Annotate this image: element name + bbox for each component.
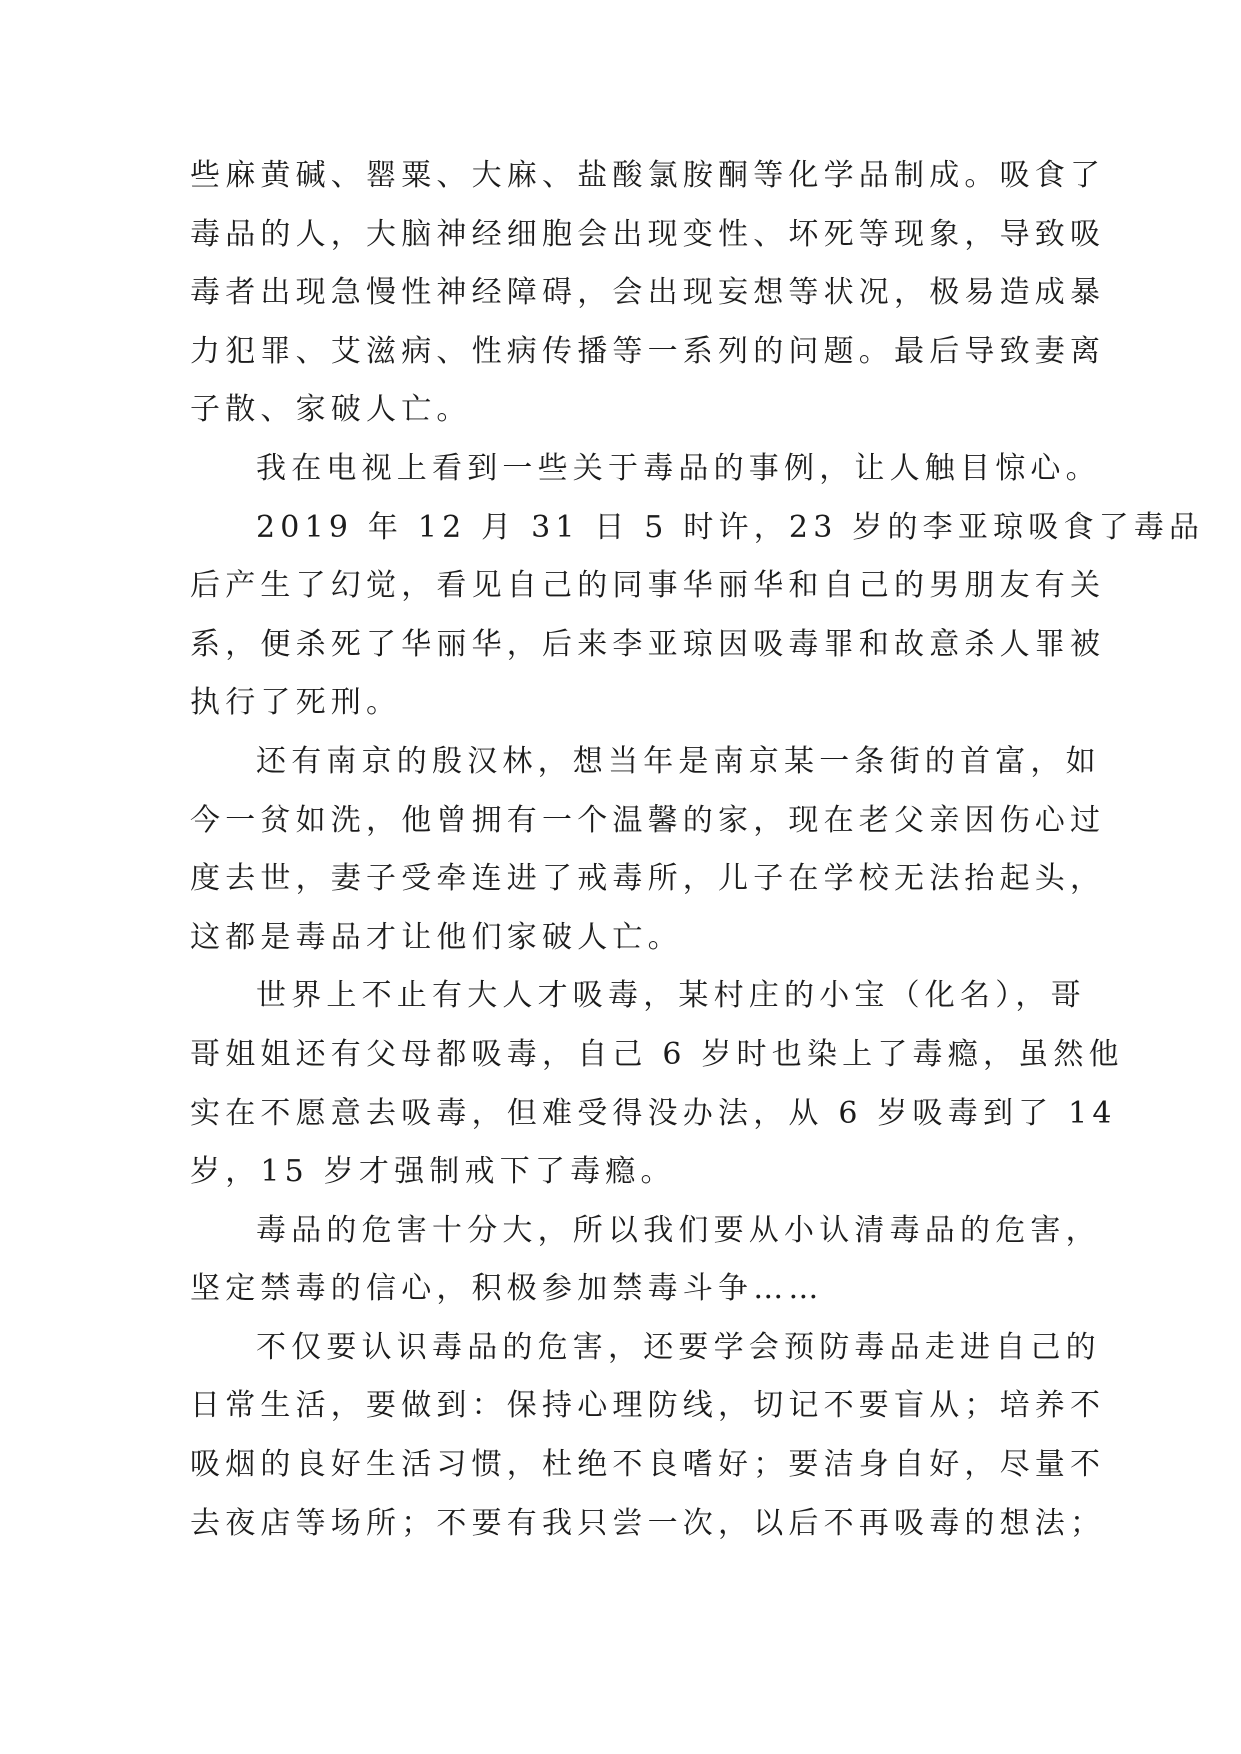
- text-line: 后产生了幻觉，看见自己的同事华丽华和自己的男朋友有关: [190, 568, 1106, 604]
- paragraph-first-line: 我在电视上看到一些关于毒品的事例，让人触目惊心。: [256, 450, 1101, 486]
- paragraph-first-line: 不仅要认识毒品的危害，还要学会预防毒品走进自己的: [256, 1329, 1101, 1365]
- text-line: 毒品的人，大脑神经细胞会出现变性、坏死等现象，导致吸: [190, 216, 1106, 252]
- text-line: 力犯罪、艾滋病、性病传播等一系列的问题。最后导致妻离: [190, 333, 1106, 369]
- text-line: 日常生活，要做到：保持心理防线，切记不要盲从；培养不: [190, 1388, 1106, 1424]
- paragraph-first-line: 2019 年 12 月 31 日 5 时许，23 岁的李亚琼吸食了毒品: [256, 509, 1205, 545]
- paragraph-first-line: 世界上不止有大人才吸毒，某村庄的小宝（化名），哥: [256, 978, 1086, 1014]
- text-line: 哥姐姐还有父母都吸毒，自己 6 岁时也染上了毒瘾，虽然他: [190, 1036, 1124, 1072]
- text-line: 系，便杀死了华丽华，后来李亚琼因吸毒罪和故意杀人罪被: [190, 626, 1106, 662]
- text-line: 坚定禁毒的信心，积极参加禁毒斗争……: [190, 1271, 824, 1307]
- text-line: 毒者出现急慢性神经障碍，会出现妄想等状况，极易造成暴: [190, 275, 1106, 311]
- document-body: [190, 147, 1205, 1553]
- text-line: 去夜店等场所；不要有我只尝一次，以后不再吸毒的想法；: [190, 1505, 1106, 1541]
- text-line: 吸烟的良好生活习惯，杜绝不良嗜好；要洁身自好，尽量不: [190, 1447, 1106, 1483]
- text-line: 些麻黄碱、罂粟、大麻、盐酸氯胺酮等化学品制成。吸食了: [190, 158, 1106, 193]
- text-line: 今一贫如洗，他曾拥有一个温馨的家，现在老父亲因伤心过: [190, 802, 1106, 838]
- text-line: 实在不愿意去吸毒，但难受得没办法，从 6 岁吸毒到了 14: [190, 1095, 1117, 1131]
- text-line: 度去世，妻子受牵连进了戒毒所，儿子在学校无法抬起头，: [190, 861, 1106, 897]
- text-line: 岁，15 岁才强制戒下了毒瘾。: [190, 1154, 676, 1190]
- text-line: 这都是毒品才让他们家破人亡。: [190, 919, 683, 955]
- text-line: 子散、家破人亡。: [190, 392, 472, 428]
- paragraph-first-line: 毒品的危害十分大，所以我们要从小认清毒品的危害，: [256, 1212, 1101, 1248]
- text-line: 执行了死刑。: [190, 685, 402, 721]
- paragraph-first-line: 还有南京的殷汉林，想当年是南京某一条街的首富，如: [256, 743, 1101, 779]
